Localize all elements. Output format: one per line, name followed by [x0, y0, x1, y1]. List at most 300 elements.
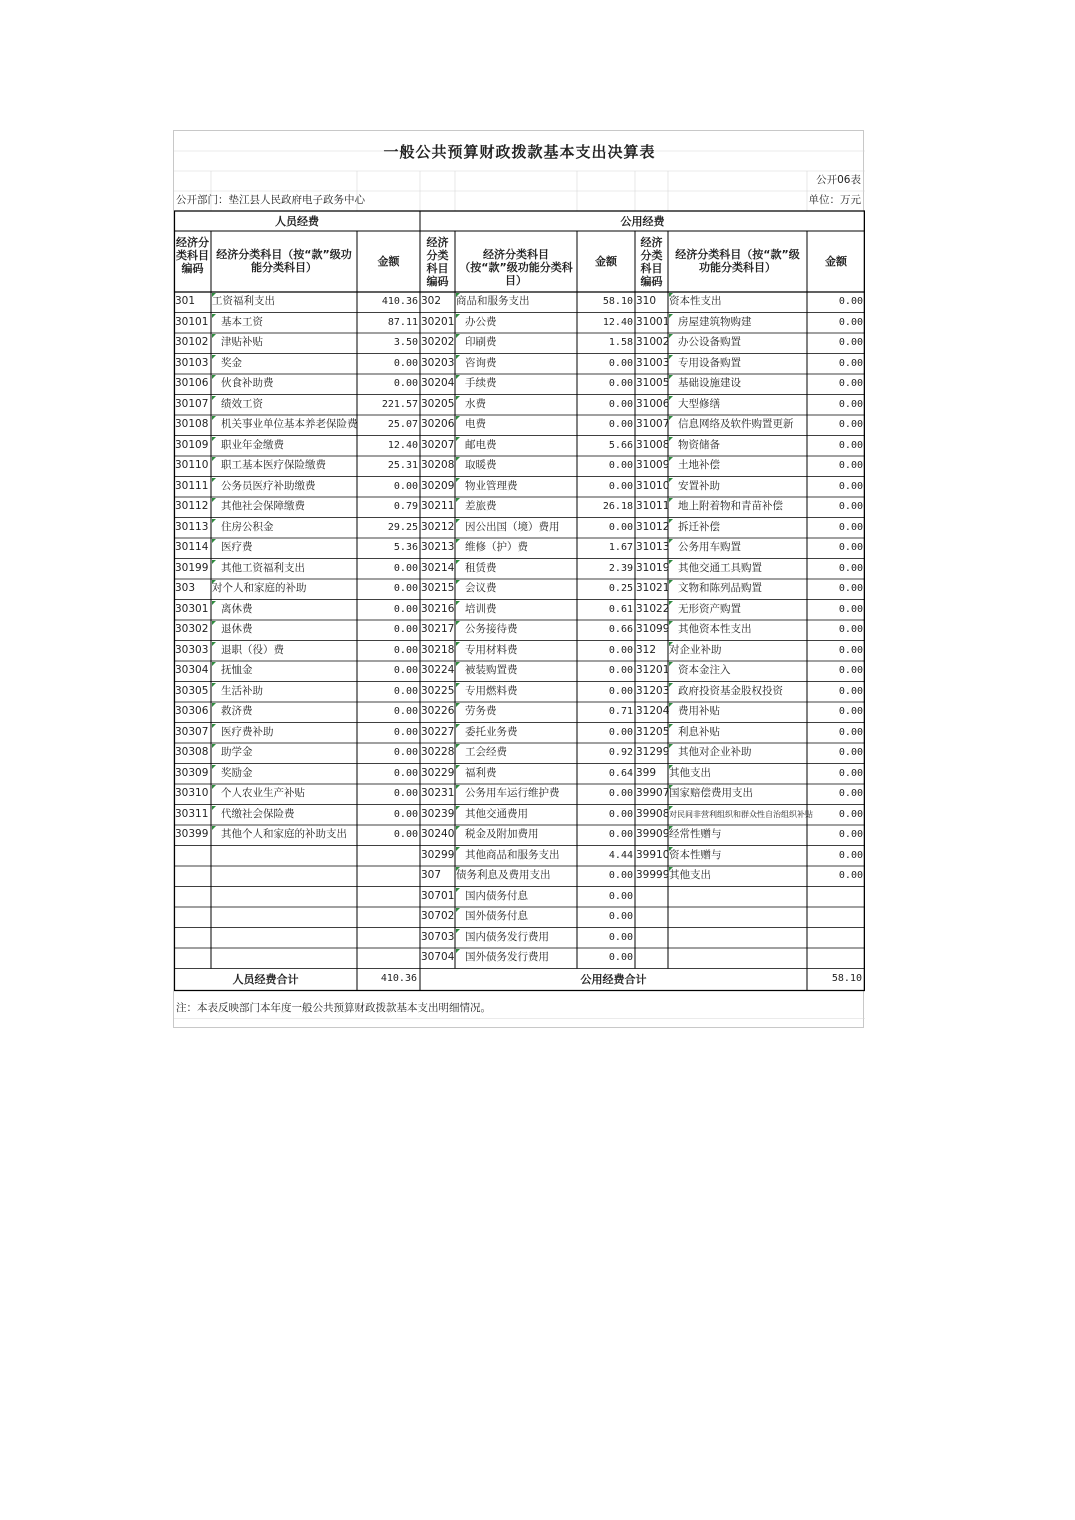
row-name: 公务接待费 — [465, 623, 518, 635]
cell-marker — [669, 498, 673, 502]
cell-marker — [212, 621, 216, 625]
section-public-header: 公用经费 — [620, 215, 665, 228]
cell-marker — [669, 519, 673, 523]
cell-marker — [212, 683, 216, 687]
row-name: 公务用车运行维护费 — [465, 787, 560, 799]
row-name: 物资储备 — [678, 438, 720, 451]
row-name: 安置补助 — [678, 479, 720, 492]
cell-marker — [212, 437, 216, 441]
row-amount: 0.00 — [608, 829, 633, 840]
row-code: 30103 — [175, 356, 209, 369]
row-amount: 0.00 — [838, 849, 863, 861]
cell-marker — [456, 765, 460, 769]
row-amount: 0.00 — [608, 378, 633, 389]
row-code: 30311 — [175, 807, 209, 820]
row-amount: 0.00 — [393, 480, 418, 492]
cell-marker — [456, 416, 460, 420]
row-amount: 0.00 — [393, 624, 418, 635]
row-code: 30208 — [421, 459, 455, 471]
row-name: 印刷费 — [465, 336, 497, 348]
row-name: 退休费 — [221, 623, 253, 635]
row-code: 30101 — [175, 315, 209, 328]
row-amount: 0.00 — [838, 398, 863, 410]
table-title: 一般公共预算财政拨款基本支出决算表 — [383, 143, 656, 161]
table-note: 注：本表反映部门本年度一般公共预算财政拨款基本支出明细情况。 — [176, 1002, 491, 1014]
row-code: 31005 — [636, 377, 670, 389]
row-code: 30225 — [421, 684, 455, 697]
row-name: 债务利息及费用支出 — [456, 869, 551, 881]
row-amount: 0.00 — [393, 706, 418, 717]
row-amount: 12.40 — [387, 439, 418, 451]
row-name: 个人农业生产补贴 — [221, 787, 305, 799]
row-name: 其他资本性支出 — [678, 623, 752, 635]
row-amount: 0.00 — [838, 583, 863, 594]
row-code: 31002 — [636, 336, 670, 348]
row-code: 31204 — [636, 705, 670, 717]
row-amount: 58.10 — [602, 296, 633, 307]
row-code: 30202 — [421, 336, 455, 348]
row-code: 30702 — [421, 910, 455, 922]
cell-marker — [212, 703, 216, 707]
row-code: 30113 — [175, 520, 209, 533]
row-amount: 87.11 — [387, 316, 418, 328]
cell-marker — [669, 826, 673, 830]
row-amount: 0.00 — [608, 808, 633, 820]
row-amount: 0.00 — [393, 685, 418, 697]
cell-marker — [212, 293, 216, 297]
row-code: 30201 — [421, 315, 455, 328]
row-name: 国家赔偿费用支出 — [669, 787, 753, 799]
row-amount: 0.00 — [838, 501, 863, 512]
cell-marker — [212, 744, 216, 748]
row-code: 399 — [636, 766, 657, 779]
row-amount: 0.00 — [608, 890, 633, 902]
row-name: 拆迁补偿 — [678, 520, 720, 533]
row-name: 生活补助 — [221, 684, 263, 697]
cell-marker — [456, 314, 460, 318]
cell-marker — [456, 457, 460, 461]
row-amount: 0.00 — [838, 460, 863, 471]
row-name: 专用材料费 — [465, 643, 518, 656]
row-code: 30107 — [175, 397, 209, 410]
row-code: 30204 — [421, 377, 455, 389]
personnel-total-amount: 410.36 — [380, 973, 417, 984]
row-amount: 0.00 — [608, 398, 633, 410]
row-name: 绩效工资 — [221, 397, 263, 410]
cell-marker — [212, 601, 216, 605]
row-code: 31008 — [636, 438, 670, 451]
row-code: 302 — [421, 295, 442, 307]
row-code: 31001 — [636, 315, 670, 328]
cell-marker — [669, 375, 673, 379]
row-code: 30224 — [421, 664, 455, 676]
row-code: 31205 — [636, 725, 670, 738]
row-code: 312 — [636, 643, 657, 656]
cell-marker — [212, 806, 216, 810]
row-amount: 0.79 — [393, 501, 418, 512]
cell-marker — [456, 621, 460, 625]
unit-label: 单位：万元 — [808, 194, 861, 206]
row-name: 大型修缮 — [678, 397, 720, 410]
form-code: 公开06表 — [816, 174, 861, 186]
row-code: 30199 — [175, 561, 209, 574]
row-code: 39907 — [636, 787, 670, 799]
row-name: 费用补贴 — [678, 705, 720, 717]
row-amount: 5.36 — [393, 542, 418, 553]
cell-marker — [456, 826, 460, 830]
row-name: 伙食补助费 — [221, 377, 274, 389]
row-amount: 0.00 — [393, 808, 418, 820]
row-amount: 0.00 — [838, 644, 863, 656]
row-amount: 0.00 — [838, 542, 863, 553]
row-name: 资本性支出 — [669, 295, 722, 307]
row-amount: 0.00 — [838, 378, 863, 389]
cell-marker — [669, 724, 673, 728]
row-name: 抚恤金 — [221, 664, 253, 676]
row-amount: 12.40 — [602, 316, 633, 328]
row-code: 30213 — [421, 541, 455, 553]
department-label: 公开部门：垫江县人民政府电子政务中心 — [176, 194, 365, 206]
row-name: 电费 — [465, 418, 486, 430]
row-amount: 0.00 — [608, 644, 633, 656]
row-name: 助学金 — [221, 746, 253, 758]
row-code: 30309 — [175, 766, 209, 779]
row-code: 31012 — [636, 520, 670, 533]
row-name: 资本性赠与 — [669, 848, 722, 861]
row-code: 30226 — [421, 705, 455, 717]
row-code: 31011 — [636, 500, 670, 512]
row-amount: 0.00 — [393, 767, 418, 779]
row-amount: 0.00 — [608, 870, 633, 881]
row-code: 30231 — [421, 787, 455, 799]
row-name: 房屋建筑物购建 — [678, 315, 752, 328]
row-amount: 25.07 — [387, 419, 418, 430]
row-amount: 1.58 — [608, 337, 633, 348]
row-code: 30114 — [175, 541, 209, 553]
cell-marker — [669, 601, 673, 605]
row-amount: 0.00 — [608, 726, 633, 738]
row-amount: 25.31 — [387, 460, 418, 471]
row-amount: 0.00 — [838, 829, 863, 840]
cell-marker — [456, 560, 460, 564]
cell-marker — [669, 293, 673, 297]
row-amount: 0.00 — [393, 644, 418, 656]
cell-marker — [456, 662, 460, 666]
row-code: 30215 — [421, 582, 455, 594]
row-code: 30218 — [421, 643, 455, 656]
row-amount: 0.00 — [393, 562, 418, 574]
cell-marker — [456, 785, 460, 789]
row-amount: 0.00 — [608, 911, 633, 922]
cell-marker — [669, 396, 673, 400]
row-name: 国外债务付息 — [465, 910, 528, 922]
row-name: 其他支出 — [669, 766, 711, 779]
row-name: 机关事业单位基本养老保险费 — [221, 418, 358, 430]
row-code: 30306 — [175, 705, 209, 717]
row-name: 物业管理费 — [465, 479, 518, 492]
row-name: 会议费 — [465, 582, 497, 594]
row-name: 土地补偿 — [678, 459, 720, 471]
row-code: 30214 — [421, 561, 455, 574]
cell-marker — [456, 293, 460, 297]
row-amount: 0.00 — [393, 603, 418, 615]
row-code: 307 — [421, 869, 442, 881]
cell-marker — [669, 437, 673, 441]
row-name: 救济费 — [221, 705, 253, 717]
row-name: 其他支出 — [669, 869, 711, 881]
row-code: 30701 — [421, 889, 455, 902]
cell-marker — [456, 478, 460, 482]
row-name: 咨询费 — [465, 356, 497, 369]
row-amount: 410.36 — [381, 296, 418, 307]
row-code: 30227 — [421, 725, 455, 738]
row-name: 办公费 — [465, 315, 497, 328]
row-amount: 0.00 — [838, 808, 863, 820]
cell-marker — [212, 826, 216, 830]
row-code: 31013 — [636, 541, 670, 553]
row-amount: 0.00 — [393, 583, 418, 594]
row-code: 31201 — [636, 664, 670, 676]
row-amount: 0.00 — [838, 665, 863, 676]
row-amount: 0.00 — [838, 419, 863, 430]
row-amount: 0.64 — [608, 767, 633, 779]
cell-marker — [212, 539, 216, 543]
row-name: 基础设施建设 — [678, 377, 741, 389]
cell-marker — [669, 785, 673, 789]
row-amount: 0.00 — [838, 562, 863, 574]
row-name: 邮电费 — [465, 438, 497, 451]
row-name: 职业年金缴费 — [221, 438, 284, 451]
row-code: 30299 — [421, 848, 455, 861]
cell-marker — [669, 457, 673, 461]
row-code: 31009 — [636, 459, 670, 471]
row-code: 30228 — [421, 746, 455, 758]
cell-marker — [212, 498, 216, 502]
row-amount: 0.00 — [838, 316, 863, 328]
cell-marker — [212, 314, 216, 318]
row-code: 30108 — [175, 418, 209, 430]
row-code: 30704 — [421, 951, 455, 963]
cell-marker — [669, 560, 673, 564]
row-name: 职工基本医疗保险缴费 — [221, 459, 326, 471]
row-amount: 0.00 — [393, 747, 418, 758]
cell-marker — [669, 867, 673, 871]
row-name: 其他工资福利支出 — [221, 561, 305, 574]
row-amount: 0.00 — [838, 480, 863, 492]
column-header-code: 经济分类科目编码 — [426, 236, 449, 288]
row-amount: 3.50 — [393, 337, 418, 348]
row-name: 基本工资 — [221, 315, 263, 328]
row-name: 办公设备购置 — [678, 336, 741, 348]
row-amount: 0.00 — [838, 870, 863, 881]
row-name: 信息网络及软件购置更新 — [678, 418, 794, 430]
cell-marker — [456, 498, 460, 502]
cell-marker — [212, 396, 216, 400]
row-amount: 0.00 — [393, 788, 418, 799]
cell-marker — [456, 539, 460, 543]
row-code: 30211 — [421, 500, 455, 512]
row-code: 30308 — [175, 746, 209, 758]
cell-marker — [456, 806, 460, 810]
row-code: 30301 — [175, 602, 209, 615]
row-code: 39908 — [636, 807, 670, 820]
row-code: 31010 — [636, 479, 670, 492]
row-name: 经常性赠与 — [669, 828, 722, 840]
row-amount: 0.00 — [838, 624, 863, 635]
row-name: 专用燃料费 — [465, 684, 518, 697]
row-name: 公务用车购置 — [678, 541, 741, 553]
cell-marker — [669, 621, 673, 625]
row-amount: 0.00 — [608, 665, 633, 676]
row-amount: 0.00 — [838, 439, 863, 451]
cell-marker — [456, 355, 460, 359]
row-name: 劳务费 — [465, 705, 497, 717]
cell-marker — [669, 314, 673, 318]
row-code: 303 — [175, 582, 196, 594]
row-name: 培训费 — [465, 602, 497, 615]
row-name: 无形资产购置 — [678, 602, 741, 615]
cell-marker — [212, 519, 216, 523]
row-name: 其他个人和家庭的补助支出 — [221, 828, 347, 840]
row-code: 30305 — [175, 684, 209, 697]
row-code: 31003 — [636, 356, 670, 369]
row-name: 因公出国（境）费用 — [465, 520, 560, 533]
row-amount: 0.00 — [393, 829, 418, 840]
cell-marker — [669, 765, 673, 769]
row-code: 30302 — [175, 623, 209, 635]
row-name: 专用设备购置 — [678, 356, 741, 369]
row-name: 被装购置费 — [465, 664, 518, 676]
cell-marker — [456, 888, 460, 892]
row-code: 30229 — [421, 766, 455, 779]
cell-marker — [456, 334, 460, 338]
row-name: 公务员医疗补助缴费 — [221, 479, 316, 492]
row-name: 对企业补助 — [669, 643, 722, 656]
row-amount: 0.61 — [608, 603, 633, 615]
cell-marker — [212, 560, 216, 564]
section-personnel-header: 人员经费 — [275, 215, 319, 228]
cell-marker — [669, 662, 673, 666]
row-name: 国外债务发行费用 — [465, 951, 549, 963]
row-amount: 0.71 — [608, 706, 633, 717]
row-code: 30304 — [175, 664, 209, 676]
row-code: 31099 — [636, 623, 670, 635]
row-amount: 0.00 — [608, 788, 633, 799]
row-code: 30102 — [175, 336, 209, 348]
cell-marker — [456, 847, 460, 851]
row-name: 其他社会保障缴费 — [221, 500, 305, 512]
cell-marker — [669, 580, 673, 584]
row-code: 31022 — [636, 602, 670, 615]
column-header-name: 经济分类科目（按“款”级功能分类科目） — [675, 248, 800, 274]
cell-marker — [669, 683, 673, 687]
cell-marker — [456, 519, 460, 523]
row-name: 国内债务付息 — [465, 889, 528, 902]
row-code: 30310 — [175, 787, 209, 799]
cell-marker — [212, 642, 216, 646]
row-code: 301 — [175, 295, 196, 307]
cell-marker — [669, 478, 673, 482]
row-code: 30106 — [175, 377, 209, 389]
row-amount: 0.00 — [838, 521, 863, 533]
cell-marker — [669, 355, 673, 359]
row-name: 地上附着物和青苗补偿 — [678, 500, 783, 512]
row-amount: 0.00 — [838, 706, 863, 717]
row-name: 政府投资基金股权投资 — [678, 684, 783, 697]
row-name: 工会经费 — [465, 746, 507, 758]
cell-marker — [669, 416, 673, 420]
cell-marker — [669, 642, 673, 646]
row-amount: 0.00 — [393, 378, 418, 389]
row-code: 30216 — [421, 602, 455, 615]
row-amount: 0.00 — [608, 685, 633, 697]
row-amount: 0.00 — [838, 296, 863, 307]
row-name: 对个人和家庭的补助 — [212, 582, 307, 594]
row-name: 其他交通费用 — [465, 807, 528, 820]
row-name: 代缴社会保险费 — [221, 807, 295, 820]
row-code: 30240 — [421, 828, 455, 840]
row-amount: 1.67 — [608, 542, 633, 553]
row-amount: 0.25 — [608, 583, 633, 594]
row-code: 39999 — [636, 869, 670, 881]
row-name: 奖金 — [221, 356, 242, 369]
row-amount: 0.92 — [608, 747, 633, 758]
row-code: 310 — [636, 295, 657, 307]
cell-marker — [212, 334, 216, 338]
row-code: 31019 — [636, 561, 670, 574]
row-name: 维修（护）费 — [465, 541, 528, 553]
cell-marker — [212, 785, 216, 789]
row-code: 30109 — [175, 438, 209, 451]
row-amount: 0.00 — [393, 665, 418, 676]
row-amount: 221.57 — [381, 398, 418, 410]
cell-marker — [456, 642, 460, 646]
cell-marker — [669, 806, 673, 810]
row-code: 30203 — [421, 356, 455, 369]
row-amount: 0.00 — [608, 480, 633, 492]
row-name: 对民间非营利组织和群众性自治组织补贴 — [669, 809, 813, 819]
column-header-code: 经济分类科目编码 — [176, 236, 209, 275]
row-name: 医疗费补助 — [221, 725, 274, 738]
cell-marker — [456, 929, 460, 933]
row-amount: 0.00 — [608, 521, 633, 533]
cell-marker — [669, 703, 673, 707]
row-amount: 26.18 — [602, 501, 633, 512]
row-name: 奖励金 — [221, 766, 253, 779]
cell-marker — [456, 437, 460, 441]
cell-marker — [456, 703, 460, 707]
row-name: 福利费 — [465, 766, 497, 779]
row-amount: 0.00 — [608, 931, 633, 943]
row-code: 30209 — [421, 479, 455, 492]
row-name: 其他商品和服务支出 — [465, 848, 560, 861]
public-total-amount: 58.10 — [831, 973, 862, 984]
row-code: 30217 — [421, 623, 455, 635]
row-name: 离休费 — [221, 602, 253, 615]
cell-marker — [669, 744, 673, 748]
column-header-code: 经济分类科目编码 — [640, 236, 663, 288]
row-code: 30703 — [421, 930, 455, 943]
cell-marker — [212, 662, 216, 666]
row-code: 30212 — [421, 520, 455, 533]
cell-marker — [212, 580, 216, 584]
cell-marker — [212, 457, 216, 461]
row-amount: 0.00 — [608, 460, 633, 471]
row-amount: 0.00 — [838, 747, 863, 758]
row-name: 利息补贴 — [678, 725, 720, 738]
budget-table-sheet — [173, 130, 864, 1028]
row-code: 30303 — [175, 643, 209, 656]
